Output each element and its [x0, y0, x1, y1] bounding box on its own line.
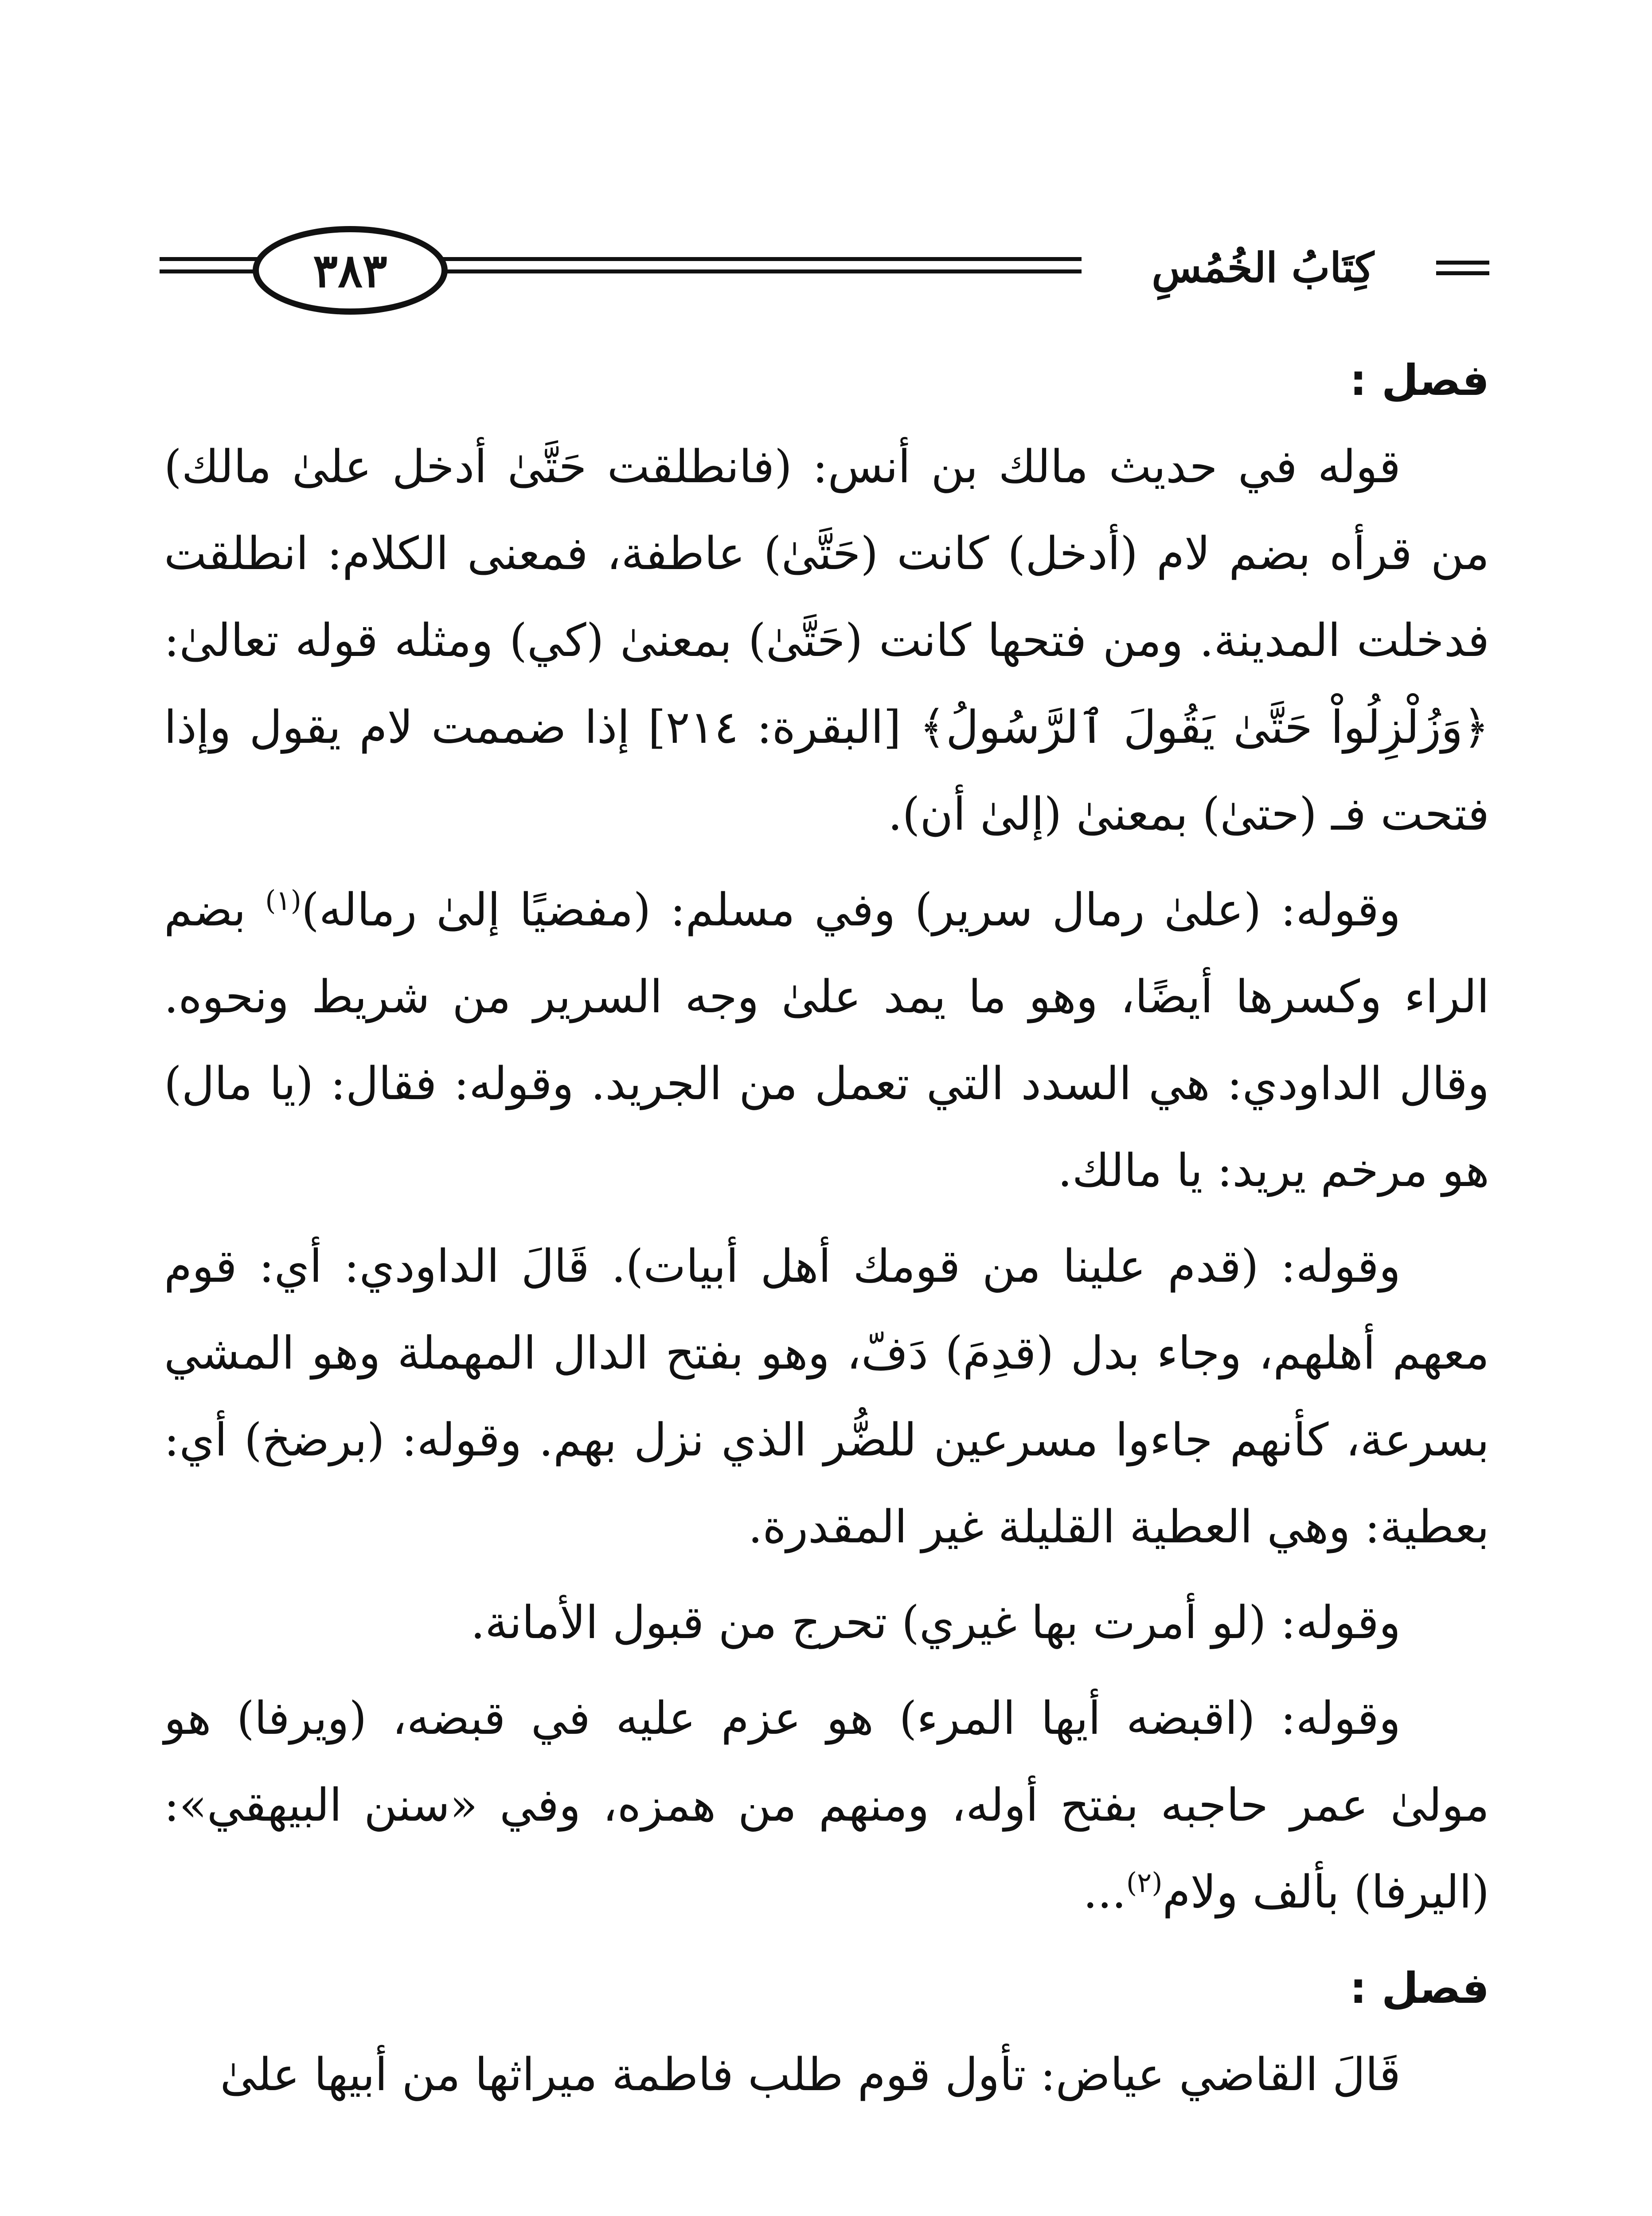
paragraph-text: وقوله: (علىٰ رمال سرير) وفي مسلم: (مفضيًا إلىٰ رماله) — [301, 884, 1401, 936]
header-rule-right — [1436, 261, 1489, 265]
header-rule-middle — [443, 257, 1082, 261]
paragraph: وقوله: (قدم علينا من قومك أهل أبيات). قَالَ الداودي: أي: قوم معهم أهلهم، وجاء بدل (قدِمَ) دَفّ، وهو بفتح الدال المهملة وهو المشي بسرعة، كأنهم جاءوا مسرعين للضُّر الذي نزل بهم. وقوله: (برضخ) أي: بعطية: وهي العطية القليلة غير المقدرة. — [164, 1240, 1489, 1553]
page-number-oval — [253, 226, 448, 315]
page-number: ٣٨٣ — [313, 243, 387, 298]
main-text — [164, 337, 1489, 2127]
paragraph: قَالَ القاضي عياض: تأول قوم طلب فاطمة ميراثها من أبيها علىٰ — [220, 2048, 1401, 2101]
paragraph-text: وقوله: (اقبضه أيها المرء) هو عزم عليه في قبضه، (ويرفا) هو مولىٰ عمر حاجبه بفتح أوله، ومنهم من همزه، وفي «سنن البيهقي»: (اليرفا) بألف ولام — [164, 1692, 1489, 1919]
section-heading: فصل : — [1350, 1963, 1489, 2013]
header-rule-left — [160, 257, 262, 261]
paragraph — [164, 867, 1489, 1214]
section-heading: فصل : — [1350, 355, 1489, 405]
paragraph — [164, 1675, 1489, 1936]
running-head-title: كِتَابُ الخُمُسِ — [1152, 244, 1374, 292]
header-rule-middle-lower — [443, 269, 1082, 273]
paragraph-text: بضم الراء وكسرها أيضًا، وهو ما يمد علىٰ وجه السرير من شريط ونحوه. وقال الداودي: هي السدد التي تعمل من الجريد. وقوله: فقال: (يا مال) هو مرخم يريد: يا مالك. — [164, 884, 1489, 1197]
header-rule-right-lower — [1436, 271, 1489, 275]
paragraph: قوله في حديث مالك بن أنس: (فانطلقت حَتَّىٰ أدخل علىٰ مالك) من قرأه بضم لام (أدخل) كانت (حَتَّىٰ) عاطفة، فمعنى الكلام: انطلقت فدخلت المدينة. ومن فتحها كانت (حَتَّىٰ) بمعنىٰ (كي) ومثله قوله تعالىٰ: ﴿وَزُلْزِلُواْ حَتَّىٰ يَقُولَ ٱلرَّسُولُ﴾ [البقرة: ٢١٤] إذا ضممت لام يقول وإذا فتحت فـ (حتىٰ) بمعنىٰ (إلىٰ أن). — [164, 441, 1489, 841]
header-rule-left-lower — [160, 269, 262, 273]
footnote-ref: (١) — [265, 884, 301, 917]
paragraph-text: ... — [1083, 1866, 1126, 1919]
page-header — [160, 213, 1489, 319]
footnote-ref: (٢) — [1126, 1866, 1163, 1899]
paragraph: وقوله: (لو أمرت بها غيري) تحرج من قبول الأمانة. — [470, 1596, 1401, 1649]
